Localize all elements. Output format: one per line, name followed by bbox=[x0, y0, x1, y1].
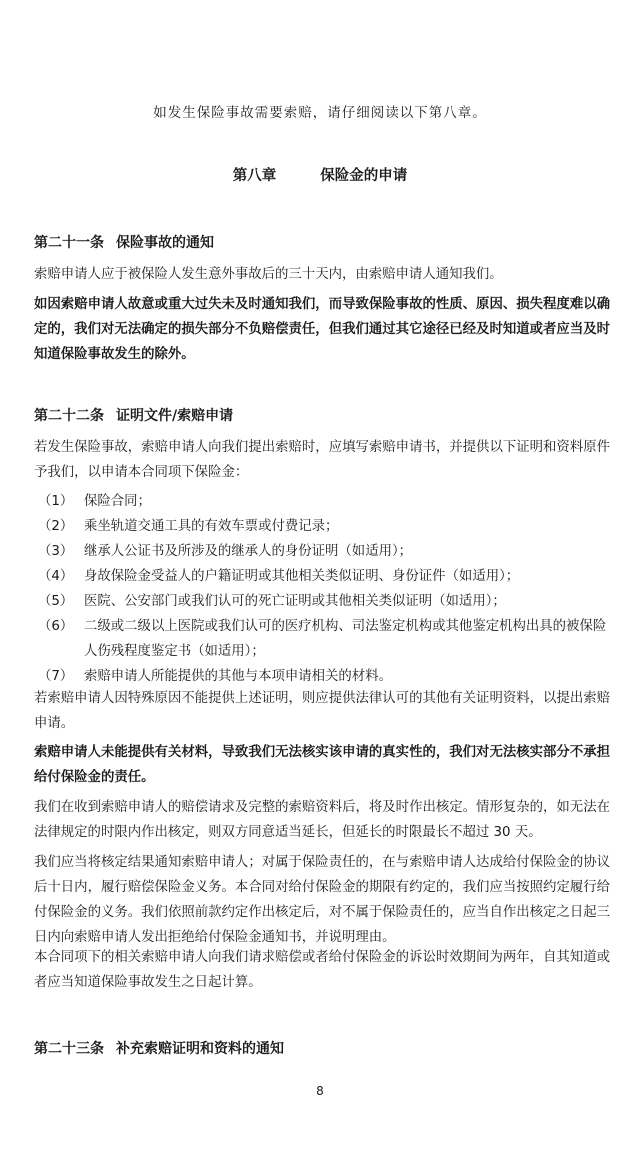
list-item-number: （1） bbox=[38, 494, 74, 509]
section-21-heading bbox=[34, 232, 214, 252]
list-item-text: 医院、公安部门或我们认可的死亡证明或其他相关类似证明（如适用）； bbox=[84, 594, 506, 609]
list-item-number: （3） bbox=[38, 544, 74, 559]
list-item-number: （6） bbox=[38, 619, 74, 634]
chapter-heading bbox=[0, 164, 640, 185]
section-22-heading bbox=[34, 405, 233, 425]
list-item-number: （7） bbox=[38, 669, 74, 684]
section-21-paragraph-1: 索赔申请人应于被保险人发生意外事故后的三十天内，由索赔申请人通知我们。 bbox=[34, 267, 503, 282]
section-22-number: 第二十二条 bbox=[34, 408, 104, 424]
section-21-paragraph-2: 如因索赔申请人故意或重大过失未及时通知我们，而导致保险事故的性质、原因、损失程度难以确定的，我们对无法确定的损失部分不负赔偿责任，但我们通过其它途径已经及时知道或者应当及时知道保险事故发生的除外。 bbox=[34, 297, 610, 362]
list-item-text: 索赔申请人所能提供的其他与本项申请相关的材料。 bbox=[84, 669, 392, 684]
section-23-heading bbox=[34, 1038, 284, 1058]
list-item-text: 身故保险金受益人的户籍证明或其他相关类似证明、身份证件（如适用）； bbox=[84, 569, 520, 584]
list-item-number: （2） bbox=[38, 519, 74, 534]
page-number: 8 bbox=[316, 1084, 324, 1098]
intro-note: 如发生保险事故需要索赔，请仔细阅读以下第八章。 bbox=[153, 105, 487, 121]
list-item-text: 乘坐轨道交通工具的有效车票或付费记录； bbox=[84, 519, 339, 534]
section-23-title: 补充索赔证明和资料的通知 bbox=[116, 1041, 284, 1057]
section-22-paragraph-2: 若索赔申请人因特殊原因不能提供上述证明，则应提供法律认可的其他有关证明资料，以提出索赔申请。 bbox=[34, 691, 610, 731]
section-23-number: 第二十三条 bbox=[34, 1041, 104, 1057]
section-22-paragraph-3: 索赔申请人未能提供有关材料，导致我们无法核实该申请的真实性的，我们对无法核实部分不承担给付保险金的责任。 bbox=[34, 745, 610, 785]
section-22-paragraph-1: 若发生保险事故，索赔申请人向我们提出索赔时，应填写索赔申请书，并提供以下证明和资料原件予我们，以申请本合同项下保险金： bbox=[34, 440, 610, 480]
section-21-number: 第二十一条 bbox=[34, 235, 104, 251]
list-item-number: （4） bbox=[38, 569, 74, 584]
chapter-number: 第八章 bbox=[232, 168, 277, 184]
section-22-paragraph-6: 本合同项下的相关索赔申请人向我们请求赔偿或者给付保险金的诉讼时效期间为两年，自其知道或者应当知道保险事故发生之日起计算。 bbox=[34, 950, 610, 990]
chapter-title: 保险金的申请 bbox=[320, 168, 408, 184]
section-22-paragraph-5: 我们应当将核定结果通知索赔申请人；对属于保险责任的，在与索赔申请人达成给付保险金的协议后十日内，履行赔偿保险金义务。本合同对给付保险金的期限有约定的，我们应当按照约定履行给付保险金的义务。我们依照前款约定作出核定后，对不属于保险责任的，应当自作出核定之日起三日内向索赔申请人发出拒绝给付保险金通知书，并说明理由。 bbox=[34, 855, 610, 945]
list-item-number: （5） bbox=[38, 594, 74, 609]
section-22-title: 证明文件/索赔申请 bbox=[116, 408, 234, 424]
section-22-paragraph-4: 我们在收到索赔申请人的赔偿请求及完整的索赔资料后，将及时作出核定。情形复杂的，如无法在法律规定的时限内作出核定，则双方同意适当延长，但延长的时限最长不超过 30 天。 bbox=[34, 800, 610, 840]
section-21-title: 保险事故的通知 bbox=[116, 235, 214, 251]
list-item-text: 继承人公证书及所涉及的继承人的身份证明（如适用）； bbox=[84, 544, 413, 559]
list-item-text: 保险合同； bbox=[84, 494, 151, 509]
list-item-text: 二级或二级以上医院或我们认可的医疗机构、司法鉴定机构或其他鉴定机构出具的被保险人伤残程度鉴定书（如适用）； bbox=[84, 619, 607, 659]
